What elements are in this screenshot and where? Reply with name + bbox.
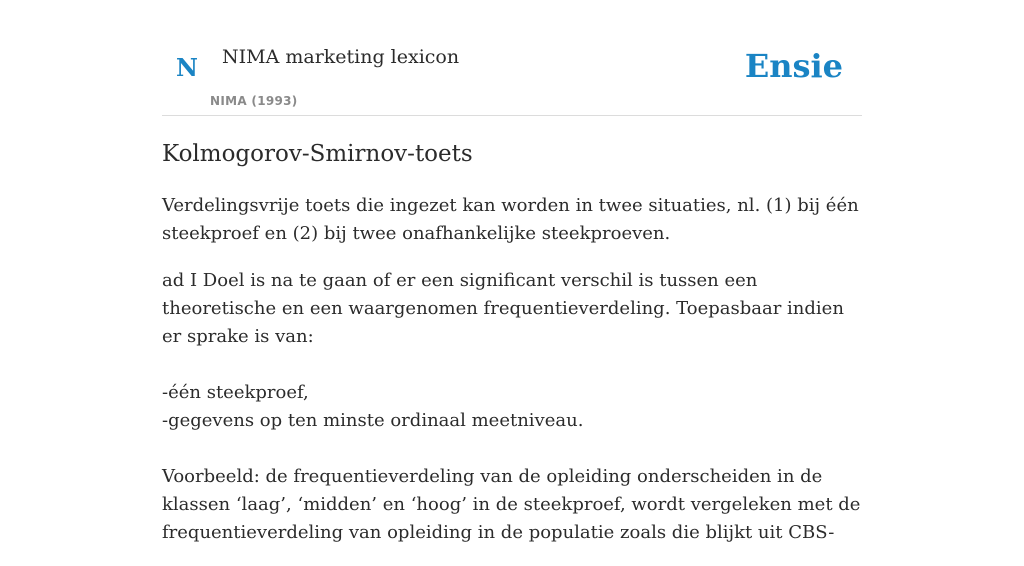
ensie-logo-link[interactable]: Ensie <box>744 47 843 85</box>
article-body <box>162 192 862 566</box>
source-meta: NIMA (1993) <box>210 94 298 108</box>
page-container <box>162 0 862 543</box>
condition-item: -gegevens op ten minste ordinaal meetniveau. <box>162 410 584 431</box>
condition-item: -één steekproef, <box>162 382 309 403</box>
spacer <box>162 435 862 463</box>
source-logo[interactable]: N <box>176 53 198 82</box>
paragraph-definition: Verdelingsvrije toets die ingezet kan worden in twee situaties, nl. (1) bij één steekproef en (2) bij twee onafhankelijke steekproeven. <box>162 195 859 244</box>
spacer <box>162 351 862 379</box>
article-title: Kolmogorov-Smirnov-toets <box>162 141 473 167</box>
paragraph-purpose <box>162 267 862 547</box>
purpose-text: ad I Doel is na te gaan of er een significant verschil is tussen een theoretische en een waargenomen frequentieverdeling. Toepasbaar indien er sprake is van: <box>162 270 844 347</box>
example-text: Voorbeeld: de frequentieverdeling van de opleiding onderscheiden in de klassen ‘laag’, ‘midden’ en ‘hoog’ in de steekproef, wordt vergeleken met de frequentieverdeling van opleiding in de populatie zoals die blijkt uit CBS- <box>162 466 861 543</box>
source-title-link[interactable]: NIMA marketing lexicon <box>222 46 460 68</box>
source-header <box>162 0 862 116</box>
